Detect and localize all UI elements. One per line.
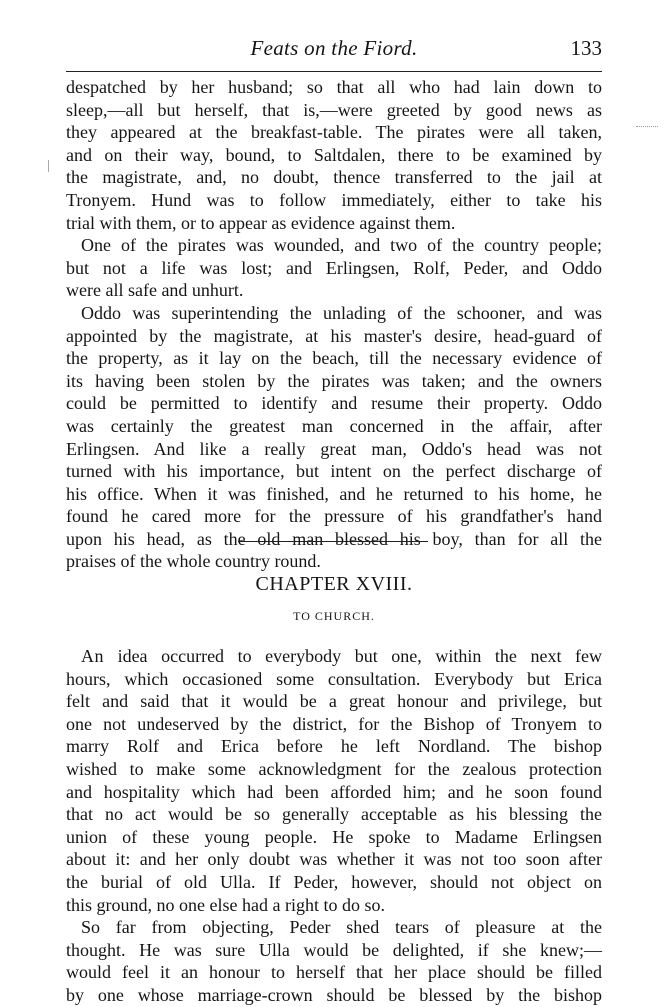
text-line: trial with them, or to appear as evidence against them. bbox=[66, 212, 456, 233]
paragraph bbox=[66, 916, 602, 1006]
page-number: 133 bbox=[570, 36, 602, 60]
text-line: its having been stolen by the pirates was taken; and the owners bbox=[66, 370, 602, 391]
text-line: the burial of old Ulla. If Peder, however, should not object on bbox=[66, 871, 602, 892]
paragraph bbox=[66, 302, 602, 573]
text-line: hours, which occasioned some consultation. Everybody but Erica bbox=[66, 668, 602, 689]
text-line: the magistrate, and, no doubt, thence transferred to the jail at bbox=[66, 167, 602, 188]
text-line: despatched by her husband; so that all who had lain down to bbox=[66, 77, 602, 97]
text-line: thought. He was sure Ulla would be delighted, if she knew;— bbox=[66, 939, 602, 960]
chapter-subtitle: TO CHURCH. bbox=[293, 609, 375, 623]
running-title: Feats on the Fiord. bbox=[250, 36, 418, 60]
text-line bbox=[66, 645, 602, 668]
text-line: appointed by the magistrate, at his master's desire, head-guard of bbox=[66, 325, 602, 346]
text-line: his office. When it was finished, and he returned to his home, he bbox=[66, 483, 602, 504]
text-line: that no act would be so generally acceptable as his blessing the bbox=[66, 804, 602, 825]
text-line: Erlingsen. And like a really great man, Oddo's head was not bbox=[66, 438, 602, 459]
chapter-title: CHAPTER XVIII. bbox=[255, 573, 413, 595]
paragraph bbox=[66, 76, 602, 234]
running-head bbox=[66, 36, 602, 68]
text-line: union of these young people. He spoke to Madame Erlingsen bbox=[66, 826, 602, 847]
text-line: but not a life was lost; and Erlingsen, Rolf, Peder, and Oddo bbox=[66, 257, 602, 278]
text-line: about it: and her only doubt was whether it was not too soon after bbox=[66, 849, 602, 870]
text-line: sleep,—all but herself, that is,—were greeted by good news as bbox=[66, 99, 602, 120]
text-line: felt and said that it would be a great honour and privilege, but bbox=[66, 691, 602, 712]
text-line: wished to make some acknowledgment for the zealous protection bbox=[66, 758, 602, 779]
text-line: marry Rolf and Erica before he left Nordland. The bishop bbox=[66, 736, 602, 757]
text-line: one not undeserved by the district, for the Bishop of Tronyem to bbox=[66, 713, 602, 734]
paragraph bbox=[66, 234, 602, 302]
margin-speck bbox=[636, 126, 658, 129]
text-line: turned with his importance, but intent on the perfect discharge of bbox=[66, 461, 602, 482]
text-line: the property, as it lay on the beach, till the necessary evidence of bbox=[66, 348, 602, 369]
text-line: So far from objecting, Peder shed tears of pleasure at the bbox=[81, 917, 602, 938]
chapter-divider bbox=[238, 541, 428, 542]
text-line: praises of the whole country round. bbox=[66, 551, 321, 572]
body-text bbox=[66, 76, 602, 573]
text-line: they appeared at the breakfast-table. The pirates were all taken, bbox=[66, 122, 602, 143]
text-line-rest: idea occurred to everybody but one, within the next few bbox=[104, 646, 602, 666]
text-line: Oddo was superintending the unlading of the schooner, and was bbox=[81, 302, 602, 323]
text-line: could be permitted to identify and resume their property. Oddo bbox=[66, 393, 602, 414]
chapter-text bbox=[66, 645, 602, 1007]
text-line: this ground, no one else had a right to do so. bbox=[66, 894, 385, 915]
text-line: upon his head, as the old man blessed his boy, than for all the bbox=[66, 528, 602, 549]
opening-word: An bbox=[81, 646, 104, 666]
text-line: were all safe and unhurt. bbox=[66, 280, 244, 301]
text-line: would feel it an honour to herself that her place should be filled bbox=[66, 962, 602, 983]
text-line: Tronyem. Hund was to follow immediately, either to take his bbox=[66, 189, 602, 210]
header-rule bbox=[66, 71, 602, 72]
text-line: by one whose marriage-crown should be blessed by the bishop bbox=[66, 984, 602, 1005]
margin-mark bbox=[48, 160, 49, 172]
paragraph bbox=[66, 645, 602, 916]
text-line: was certainly the greatest man concerned in the affair, after bbox=[66, 415, 602, 436]
text-line: and on their way, bound, to Saltdalen, there to be examined by bbox=[66, 144, 602, 165]
text-line: and hospitality which had been afforded him; and he soon found bbox=[66, 781, 602, 802]
text-line: One of the pirates was wounded, and two of the country people; bbox=[81, 235, 602, 256]
text-line: found he cared more for the pressure of his grandfather's hand bbox=[66, 506, 602, 527]
